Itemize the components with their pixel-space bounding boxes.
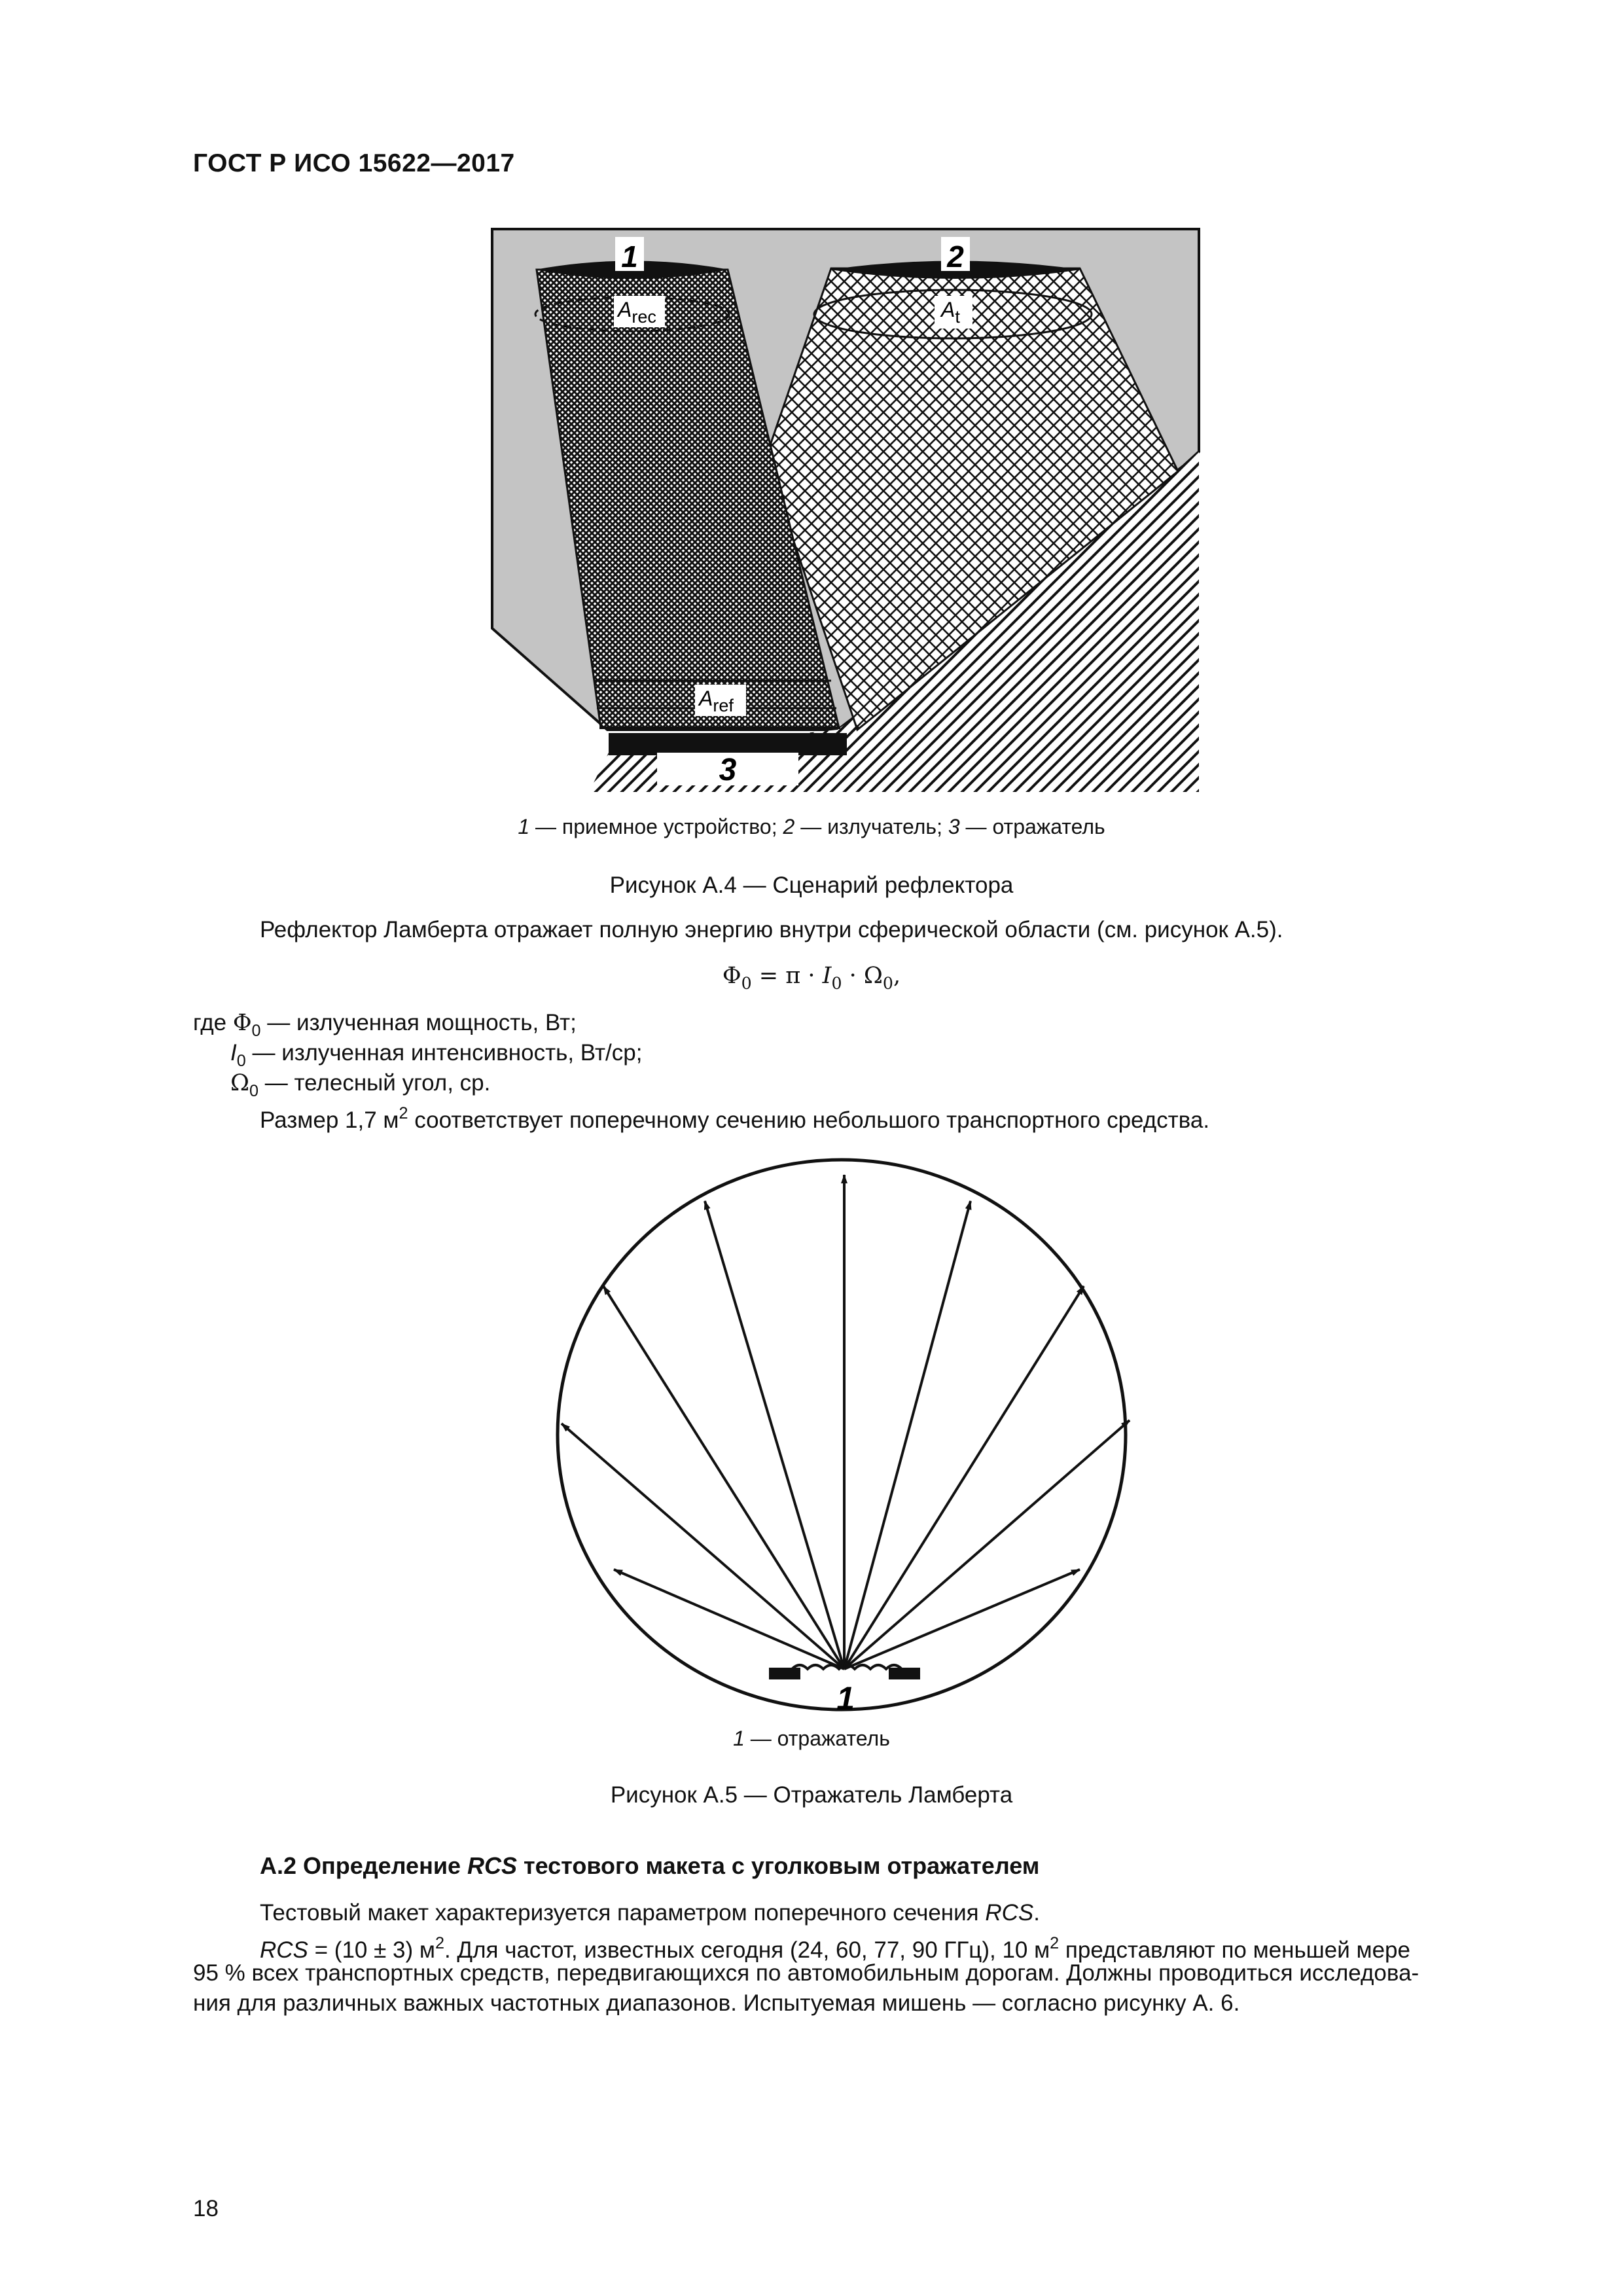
callout-3: 3 [719, 753, 737, 787]
paragraph-rcs-value: RCS = (10 ± 3) $м^2$. Для частот, известных сегодня (24, 60, 77, 90 ГГц), 10 $м^2$ представляют по меньшей мере [260, 1934, 1410, 1963]
figure-a5-lambert-reflector [0, 1139, 1623, 1728]
lambert-sphere [558, 1160, 1126, 1710]
label-arec: $A_{rec}$ [618, 298, 656, 327]
reflector-base [609, 733, 847, 755]
paragraph-size: Размер 1,7 $м^2$ соответствует поперечному сечению небольшого транспортного средства. [260, 1104, 1210, 1133]
paragraph-rcs-def: Тестовый макет характеризуется параметром поперечного сечения RCS. [260, 1900, 1040, 1926]
arrow-right-3 [844, 1420, 1130, 1669]
label-at: $A_t$ [941, 298, 960, 327]
figure-a5-legend: 1 — отражатель [733, 1727, 890, 1750]
arrow-left-3 [562, 1424, 844, 1669]
section-heading-a2: А.2 Определение RCS тестового макета с уголковым отражателем [260, 1852, 1040, 1879]
figure-a4-reflector-scenario [0, 0, 1623, 812]
callout-1-a5: 1 [836, 1680, 855, 1717]
page-number: 18 [193, 2196, 219, 2221]
definition-phi0: где $\Phi_0$ — излученная мощность, Вт; [193, 1010, 577, 1040]
label-aref: $A_{ref}$ [699, 687, 734, 715]
arrow-right-2 [844, 1286, 1084, 1669]
definition-i0: $I_0$ — излученная интенсивность, Вт/ср; [230, 1040, 643, 1070]
paragraph-rcs-line4: ния для различных важных частотных диапазонов. Испытуемая мишень — согласно рисунку А. 6. [193, 1990, 1240, 2016]
arrow-left-2 [603, 1286, 844, 1669]
paragraph-lambert: Рефлектор Ламберта отражает полную энергию внутри сферической области (см. рисунок А.5). [260, 917, 1283, 942]
arrow-right-1 [844, 1201, 971, 1669]
radiation-arrows [562, 1175, 1130, 1669]
figure-a4-caption: Рисунок А.4 — Сценарий рефлектора [609, 872, 1014, 898]
arrow-right-4 [844, 1570, 1080, 1669]
callout-2: 2 [947, 240, 964, 274]
paragraph-rcs-line3: 95 % всех транспортных средств, передвигающихся по автомобильным дорогам. Должны проводиться исследова- [193, 1960, 1419, 1986]
callout-1: 1 [621, 240, 638, 274]
document-header: ГОСТ Р ИСО 15622—2017 [193, 149, 515, 177]
figure-a4-legend: 1 — приемное устройство; 2 — излучатель; 3 — отражатель [518, 815, 1105, 838]
arrow-left-4 [614, 1570, 844, 1669]
figure-a5-caption: Рисунок А.5 — Отражатель Ламберта [610, 1782, 1013, 1808]
definition-omega0: $\Omega_0$ — телесный угол, ср. [230, 1070, 491, 1100]
formula-phi0: $\Phi_0 = \pi \cdot I_0 \cdot \Omega_0$, [722, 963, 901, 993]
arrow-left-1 [705, 1201, 844, 1669]
